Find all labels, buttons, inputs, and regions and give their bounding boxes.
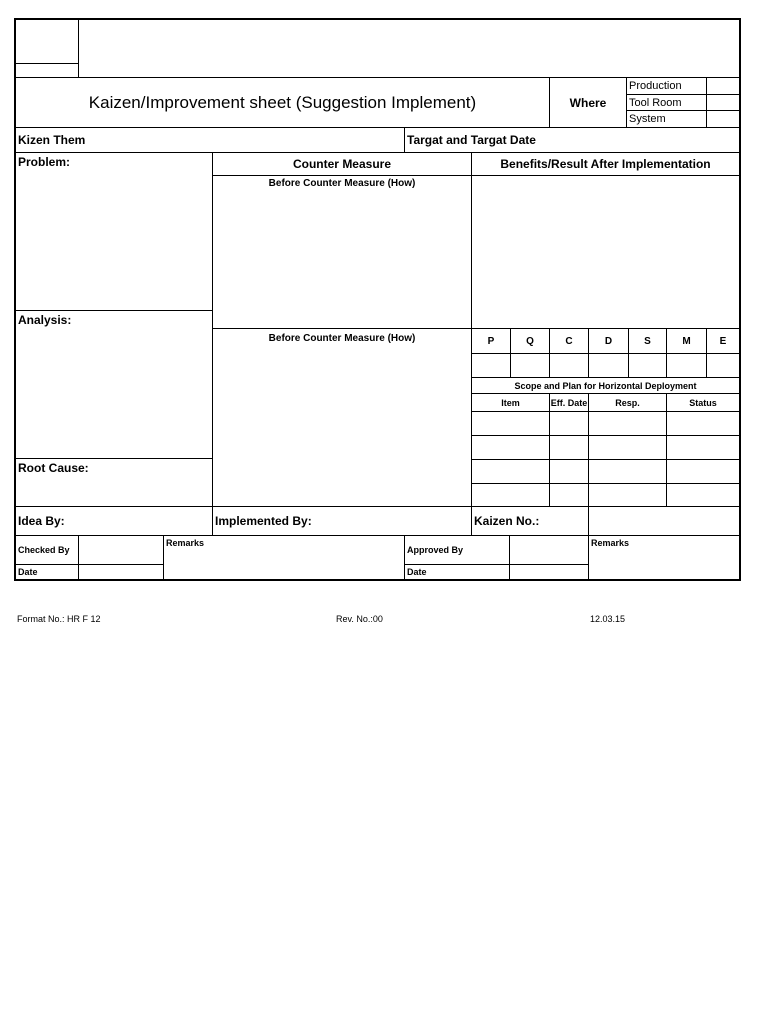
benefits-area[interactable] bbox=[471, 175, 740, 329]
pqcdsme-value-m[interactable] bbox=[666, 353, 707, 378]
format-number: Format No.: HR F 12 bbox=[17, 614, 101, 624]
logo-sub-box bbox=[15, 63, 79, 78]
where-check-tool-room[interactable] bbox=[706, 94, 740, 111]
scope-row-3-resp[interactable] bbox=[588, 459, 667, 484]
remarks-label-1: Remarks bbox=[163, 535, 405, 580]
format-date: 12.03.15 bbox=[590, 614, 626, 624]
pqcdsme-value-q[interactable] bbox=[510, 353, 550, 378]
kaizen-no-value[interactable] bbox=[588, 506, 740, 536]
where-option-tool-room: Tool Room bbox=[626, 94, 707, 111]
root-cause-label: Root Cause: bbox=[15, 458, 213, 507]
scope-row-1-item[interactable] bbox=[471, 411, 550, 436]
scope-row-2-status[interactable] bbox=[666, 435, 740, 460]
revision-number: Rev. No.:00 bbox=[336, 614, 383, 624]
kaizen-no-label: Kaizen No.: bbox=[471, 506, 589, 536]
pqcdsme-q: Q bbox=[510, 328, 550, 354]
before-counter-measure-1: Before Counter Measure (How) bbox=[212, 175, 472, 329]
counter-measure-header: Counter Measure bbox=[212, 152, 472, 176]
scope-row-3-date[interactable] bbox=[549, 459, 589, 484]
scope-row-2-item[interactable] bbox=[471, 435, 550, 460]
scope-row-2-resp[interactable] bbox=[588, 435, 667, 460]
scope-row-3-status[interactable] bbox=[666, 459, 740, 484]
scope-row-3-item[interactable] bbox=[471, 459, 550, 484]
where-option-system: System bbox=[626, 110, 707, 128]
pqcdsme-value-c[interactable] bbox=[549, 353, 589, 378]
pqcdsme-s: S bbox=[628, 328, 667, 354]
pqcdsme-value-d[interactable] bbox=[588, 353, 629, 378]
pqcdsme-value-e[interactable] bbox=[706, 353, 740, 378]
scope-header-resp: Resp. bbox=[588, 393, 667, 412]
scope-row-1-resp[interactable] bbox=[588, 411, 667, 436]
implemented-by-label: Implemented By: bbox=[212, 506, 472, 536]
checked-by-label: Checked By bbox=[15, 535, 79, 565]
where-label: Where bbox=[549, 77, 627, 128]
scope-row-4-status[interactable] bbox=[666, 483, 740, 507]
pqcdsme-e: E bbox=[706, 328, 740, 354]
form-title: Kaizen/Improvement sheet (Suggestion Implement) bbox=[15, 77, 550, 128]
problem-label: Problem: bbox=[15, 152, 213, 311]
pqcdsme-d: D bbox=[588, 328, 629, 354]
kizen-them-label: Kizen Them bbox=[15, 127, 405, 153]
scope-header-status: Status bbox=[666, 393, 740, 412]
remarks-label-2: Remarks bbox=[588, 535, 740, 580]
checked-by-value[interactable] bbox=[78, 535, 164, 565]
scope-row-4-date[interactable] bbox=[549, 483, 589, 507]
where-check-system[interactable] bbox=[706, 110, 740, 128]
scope-row-1-date[interactable] bbox=[549, 411, 589, 436]
pqcdsme-c: C bbox=[549, 328, 589, 354]
scope-row-4-resp[interactable] bbox=[588, 483, 667, 507]
scope-title: Scope and Plan for Horizontal Deployment bbox=[471, 377, 740, 394]
approved-by-label: Approved By bbox=[404, 535, 510, 565]
date-label-2: Date bbox=[404, 564, 510, 580]
target-date-label: Targat and Targat Date bbox=[404, 127, 740, 153]
scope-row-4-item[interactable] bbox=[471, 483, 550, 507]
pqcdsme-value-p[interactable] bbox=[471, 353, 511, 378]
scope-row-1-status[interactable] bbox=[666, 411, 740, 436]
before-counter-measure-2: Before Counter Measure (How) bbox=[212, 328, 472, 507]
date-value-2[interactable] bbox=[509, 564, 589, 580]
pqcdsme-value-s[interactable] bbox=[628, 353, 667, 378]
analysis-label: Analysis: bbox=[15, 310, 213, 459]
scope-header-item: Item bbox=[471, 393, 550, 412]
pqcdsme-p: P bbox=[471, 328, 511, 354]
scope-row-2-date[interactable] bbox=[549, 435, 589, 460]
logo-box bbox=[15, 19, 79, 64]
date-label-1: Date bbox=[15, 564, 79, 580]
approved-by-value[interactable] bbox=[509, 535, 589, 565]
date-value-1[interactable] bbox=[78, 564, 164, 580]
benefits-header: Benefits/Result After Implementation bbox=[471, 152, 740, 176]
where-option-production: Production bbox=[626, 77, 707, 95]
scope-header-eff-date: Eff. Date bbox=[549, 393, 589, 412]
where-check-production[interactable] bbox=[706, 77, 740, 95]
idea-by-label: Idea By: bbox=[15, 506, 213, 536]
pqcdsme-m: M bbox=[666, 328, 707, 354]
header-blank bbox=[78, 19, 740, 78]
